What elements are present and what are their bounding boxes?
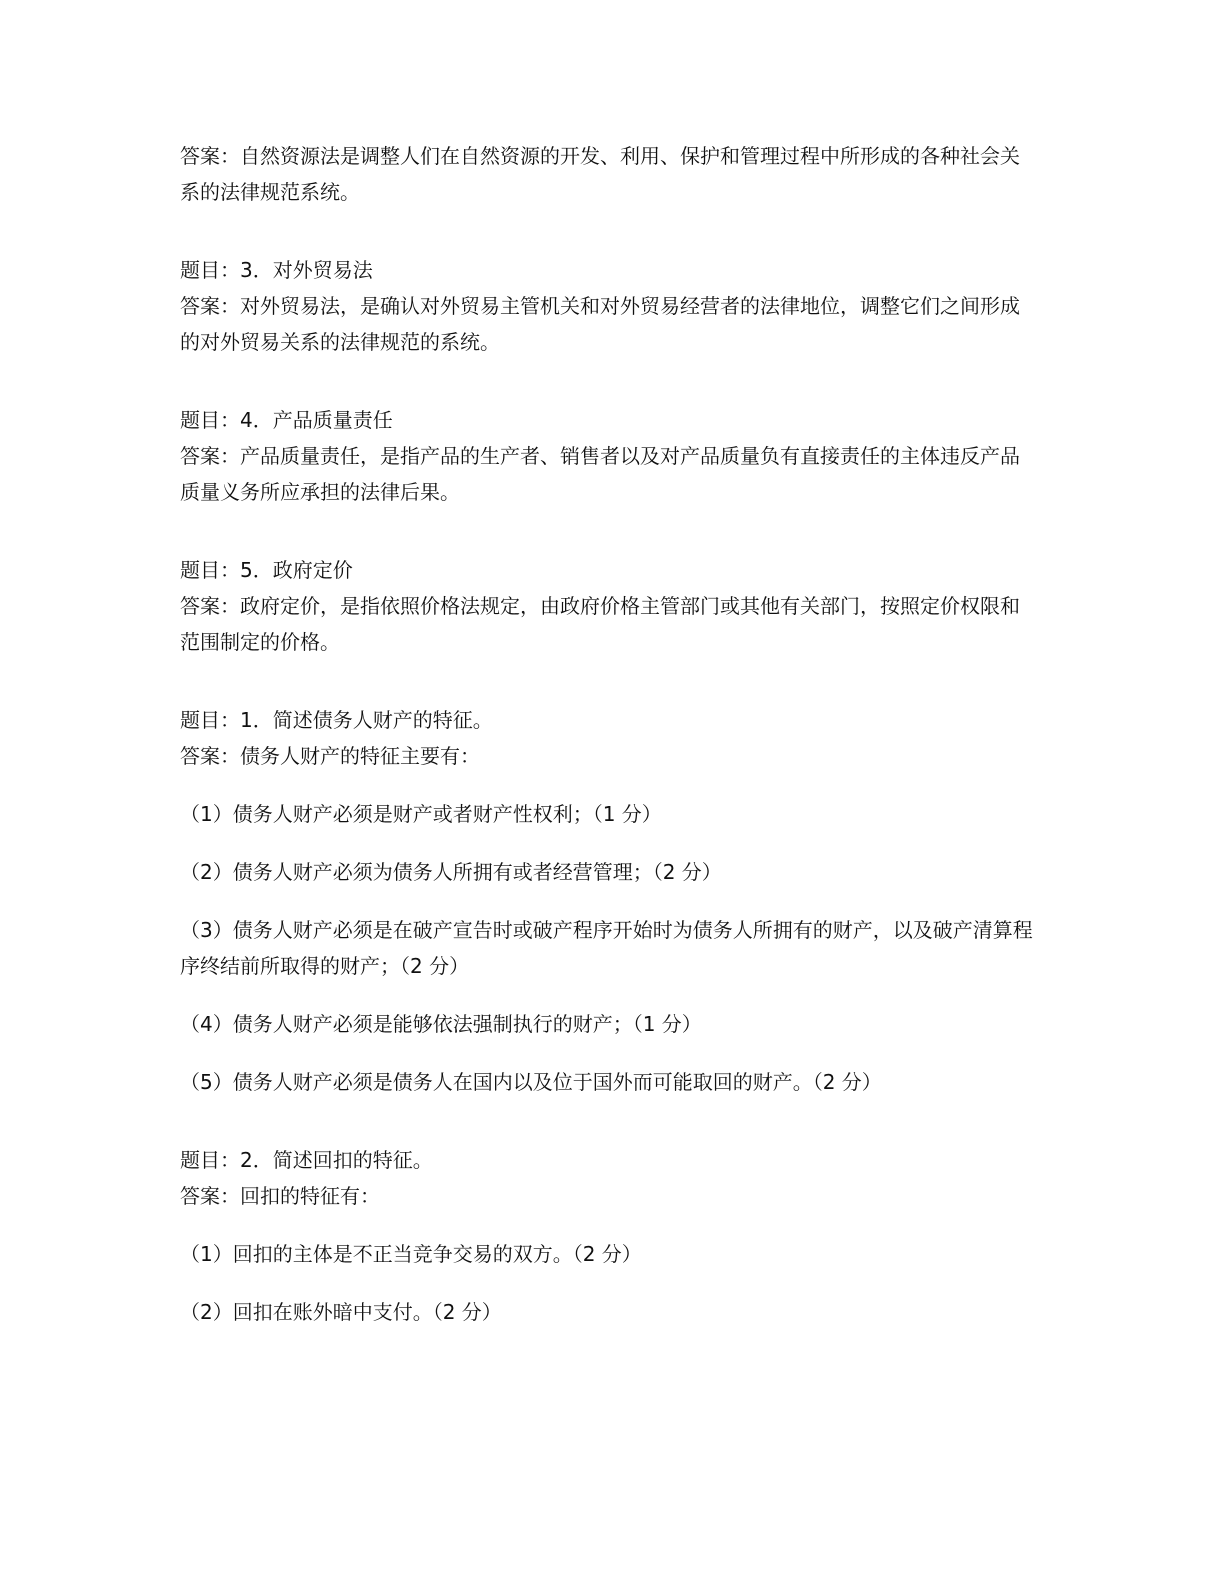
spacer [180,890,1036,912]
document-content [180,138,1036,1330]
spacer [180,1214,1036,1236]
answer-point: （2）回扣在账外暗中支付。（2 分） [180,1300,502,1324]
question-title: 题目：2．简述回扣的特征。 [180,1148,433,1172]
answer-point: （1）债务人财产必须是财产或者财产性权利；（1 分） [180,802,662,826]
answer-point: （2）债务人财产必须为债务人所拥有或者经营管理；（2 分） [180,860,722,884]
answer-text: 答案：对外贸易法，是确认对外贸易主管机关和对外贸易经营者的法律地位，调整它们之间形成的对外贸易关系的法律规范的系统。 [180,294,1020,354]
answer-intro: 答案：回扣的特征有： [180,1184,380,1208]
spacer [180,510,1036,552]
spacer [180,832,1036,854]
spacer [180,774,1036,796]
spacer [180,984,1036,1006]
question-title: 题目：3．对外贸易法 [180,258,373,282]
answer-intro: 答案：债务人财产的特征主要有： [180,744,480,768]
spacer [180,360,1036,402]
answer-point: （5）债务人财产必须是债务人在国内以及位于国外而可能取回的财产。（2 分） [180,1070,882,1094]
spacer [180,210,1036,252]
spacer [180,1272,1036,1294]
answer-text: 答案：自然资源法是调整人们在自然资源的开发、利用、保护和管理过程中所形成的各种社会关系的法律规范系统。 [180,144,1020,204]
question-title: 题目：4．产品质量责任 [180,408,393,432]
answer-text: 答案：产品质量责任，是指产品的生产者、销售者以及对产品质量负有直接责任的主体违反产品质量义务所应承担的法律后果。 [180,444,1020,504]
question-title: 题目：1．简述债务人财产的特征。 [180,708,493,732]
answer-point: （1）回扣的主体是不正当竞争交易的双方。（2 分） [180,1242,642,1266]
answer-point: （3）债务人财产必须是在破产宣告时或破产程序开始时为债务人所拥有的财产，以及破产清算程序终结前所取得的财产；（2 分） [180,918,1033,978]
question-title: 题目：5．政府定价 [180,558,353,582]
answer-text: 答案：政府定价，是指依照价格法规定，由政府价格主管部门或其他有关部门，按照定价权限和范围制定的价格。 [180,594,1020,654]
spacer [180,1042,1036,1064]
answer-point: （4）债务人财产必须是能够依法强制执行的财产；（1 分） [180,1012,702,1036]
spacer [180,1100,1036,1142]
spacer [180,660,1036,702]
